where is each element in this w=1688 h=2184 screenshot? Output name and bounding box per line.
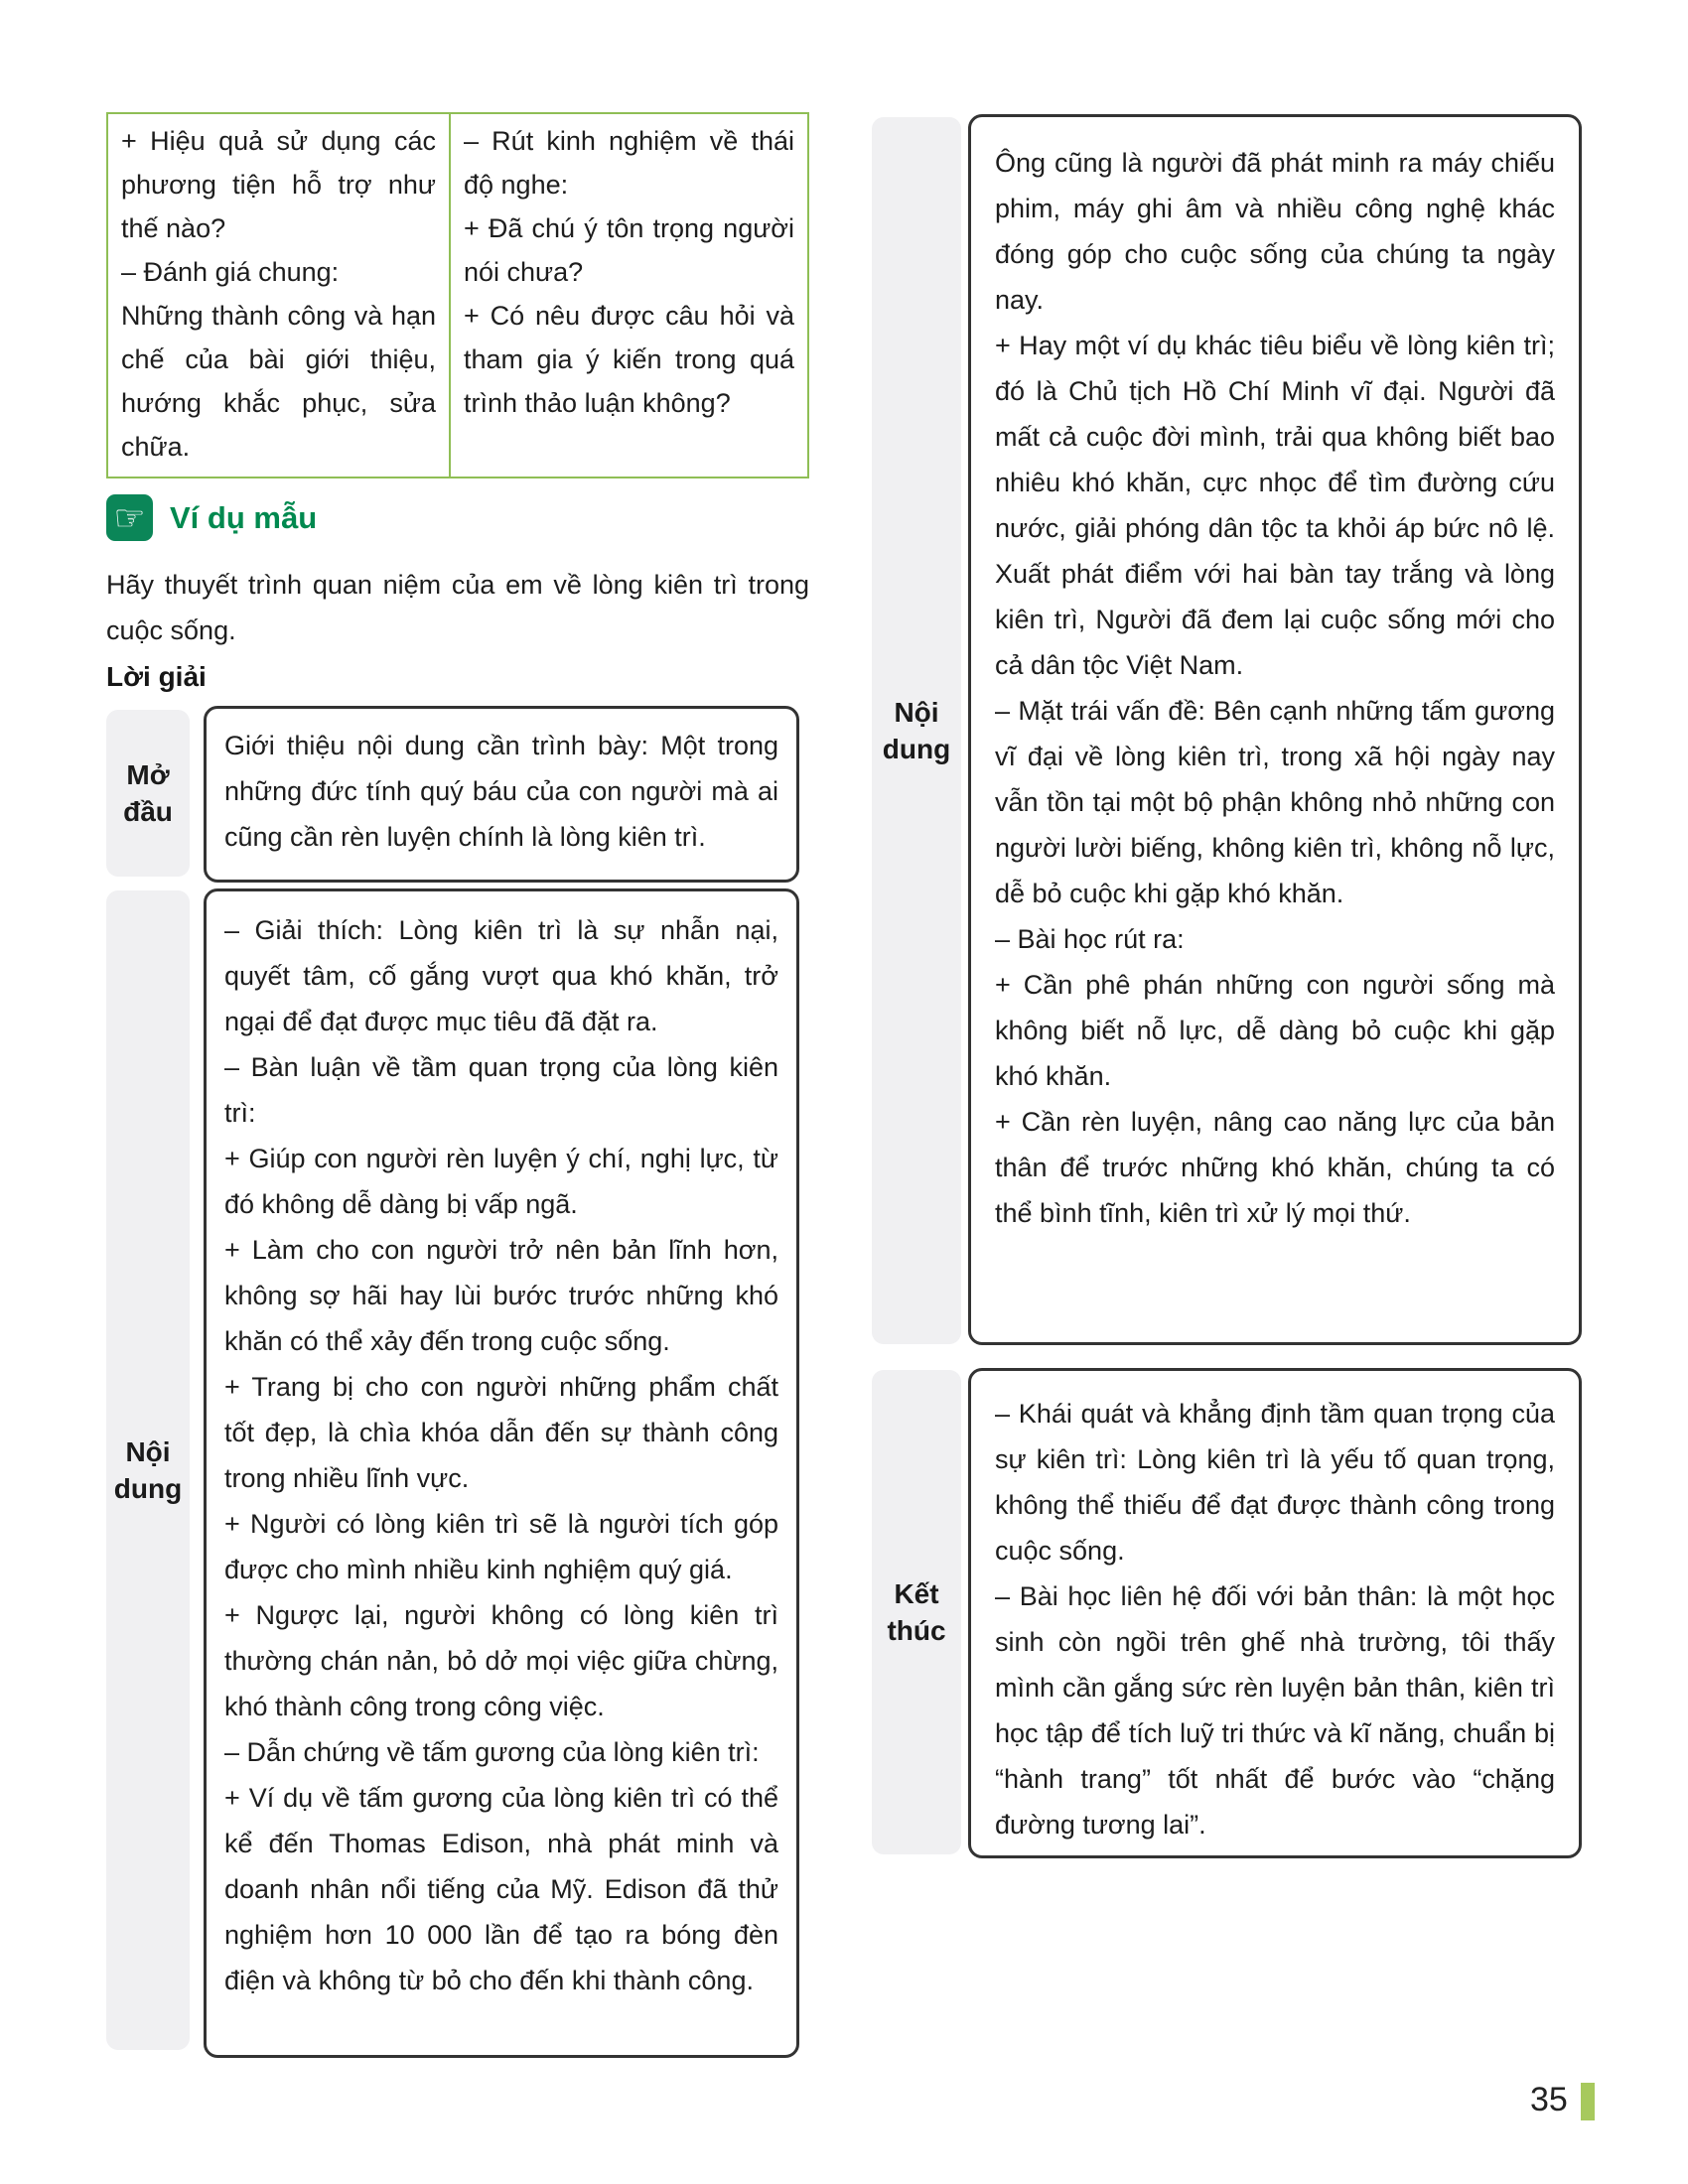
page-number-accent-bar	[1581, 2083, 1595, 2120]
paragraph: + Ngược lại, người không có lòng kiên trì thường chán nản, bỏ dở mọi việc giữa chừng, khó thành công trong công việc.	[224, 1600, 778, 1721]
review-table-left-cell	[108, 114, 449, 477]
pointing-hand-icon: ☞	[106, 494, 153, 541]
row-label-mo-dau: Mở đầu	[106, 710, 190, 877]
example-heading-label: Ví dụ mẫu	[170, 499, 318, 535]
paragraph: – Bài học rút ra:	[995, 924, 1185, 954]
review-table	[106, 112, 809, 478]
paragraph: + Hiệu quả sử dụng các phương tiện hỗ trợ như thế nào?	[121, 126, 436, 243]
paragraph: – Mặt trái vấn đề: Bên cạnh những tấm gương vĩ đại về lòng kiên trì, trong xã hội ngày nay vẫn tồn tại một bộ phận không nhỏ những con người lười biếng, không kiên trì, không nỗ lực, dễ bỏ cuộc khi gặp khó khăn.	[995, 696, 1555, 908]
paragraph: – Đánh giá chung:	[121, 257, 340, 287]
paragraph: – Khái quát và khẳng định tầm quan trọng của sự kiên trì: Lòng kiên trì là yếu tố quan trọng, không thể thiếu để đạt được thành công trong cuộc sống.	[995, 1399, 1555, 1566]
exercise-prompt: Hãy thuyết trình quan niệm của em về lòng kiên trì trong cuộc sống.	[106, 570, 809, 645]
paragraph: Ông cũng là người đã phát minh ra máy chiếu phim, máy ghi âm và nhiều công nghệ khác đóng góp cho cuộc sống của chúng ta ngày nay.	[995, 148, 1555, 315]
paragraph: – Giải thích: Lòng kiên trì là sự nhẫn nại, quyết tâm, cố gắng vượt qua khó khăn, trở ngại để đạt được mục tiêu đã đặt ra.	[224, 915, 778, 1036]
example-heading	[106, 494, 317, 541]
paragraph: + Trang bị cho con người những phẩm chất tốt đẹp, là chìa khóa dẫn đến sự thành công trong nhiều lĩnh vực.	[224, 1372, 778, 1493]
paragraph: + Đã chú ý tôn trọng người nói chưa?	[464, 213, 794, 287]
paragraph: Giới thiệu nội dung cần trình bày: Một trong những đức tính quý báu của con người mà ai cũng cần rèn luyện chính là lòng kiên trì.	[224, 731, 778, 852]
paragraph: – Bàn luận về tầm quan trọng của lòng kiên trì:	[224, 1052, 778, 1128]
paragraph: – Bài học liên hệ đối với bản thân: là một học sinh còn ngồi trên ghế nhà trường, tôi thấy mình cần gắng sức rèn luyện bản thân, kiên trì học tập để tích luỹ tri thức và kĩ năng, chuẩn bị “hành trang” tốt nhất để bước vào “chặng đường tương lai”.	[995, 1581, 1555, 1840]
paragraph: + Có nêu được câu hỏi và tham gia ý kiến trong quá trình thảo luận không?	[464, 301, 794, 418]
row-content-noi-dung-right	[968, 114, 1582, 1345]
row-label-noi-dung-left: Nội dung	[106, 890, 190, 2050]
paragraph: + Người có lòng kiên trì sẽ là người tích góp được cho mình nhiều kinh nghiệm quý giá.	[224, 1509, 778, 1584]
row-label-ket-thuc: Kết thúc	[872, 1370, 961, 1854]
row-content-ket-thuc	[968, 1368, 1582, 1858]
paragraph: + Ví dụ về tấm gương của lòng kiên trì có thể kể đến Thomas Edison, nhà phát minh và doanh nhân nổi tiếng của Mỹ. Edison đã thử nghiệm hơn 10 000 lần để tạo ra bóng đèn điện và không từ bỏ cho đến khi thành công.	[224, 1783, 778, 1995]
paragraph: – Rút kinh nghiệm về thái độ nghe:	[464, 126, 794, 200]
row-content-noi-dung-left	[204, 888, 799, 2058]
page-number: 35	[1530, 2081, 1568, 2118]
row-label-noi-dung-right: Nội dung	[872, 117, 961, 1344]
paragraph: + Làm cho con người trở nên bản lĩnh hơn, không sợ hãi hay lùi bước trước những khó khăn có thể xảy đến trong cuộc sống.	[224, 1235, 778, 1356]
paragraph: + Giúp con người rèn luyện ý chí, nghị lực, từ đó không dễ dàng bị vấp ngã.	[224, 1144, 778, 1219]
review-table-right-cell	[449, 114, 807, 477]
paragraph: Những thành công và hạn chế của bài giới thiệu, hướng khắc phục, sửa chữa.	[121, 301, 436, 462]
paragraph: + Hay một ví dụ khác tiêu biểu về lòng kiên trì; đó là Chủ tịch Hồ Chí Minh vĩ đại. Người đã mất cả cuộc đời mình, trải qua không biết bao nhiêu khó khăn, cực nhọc để tìm đường cứu nước, giải phóng dân tộc ta khỏi áp bức nô lệ. Xuất phát điểm với hai bàn tay trắng và lòng kiên trì, Người đã đem lại cuộc sống mới cho cả dân tộc Việt Nam.	[995, 331, 1555, 680]
solution-label: Lời giải	[106, 661, 207, 692]
paragraph: + Cần phê phán những con người sống mà không biết nỗ lực, dễ dàng bỏ cuộc khi gặp khó khăn.	[995, 970, 1555, 1091]
paragraph: + Cần rèn luyện, nâng cao năng lực của bản thân để trước những khó khăn, chúng ta có thể bình tĩnh, kiên trì xử lý mọi thứ.	[995, 1107, 1555, 1228]
row-content-mo-dau	[204, 706, 799, 883]
paragraph: – Dẫn chứng về tấm gương của lòng kiên trì:	[224, 1737, 760, 1767]
